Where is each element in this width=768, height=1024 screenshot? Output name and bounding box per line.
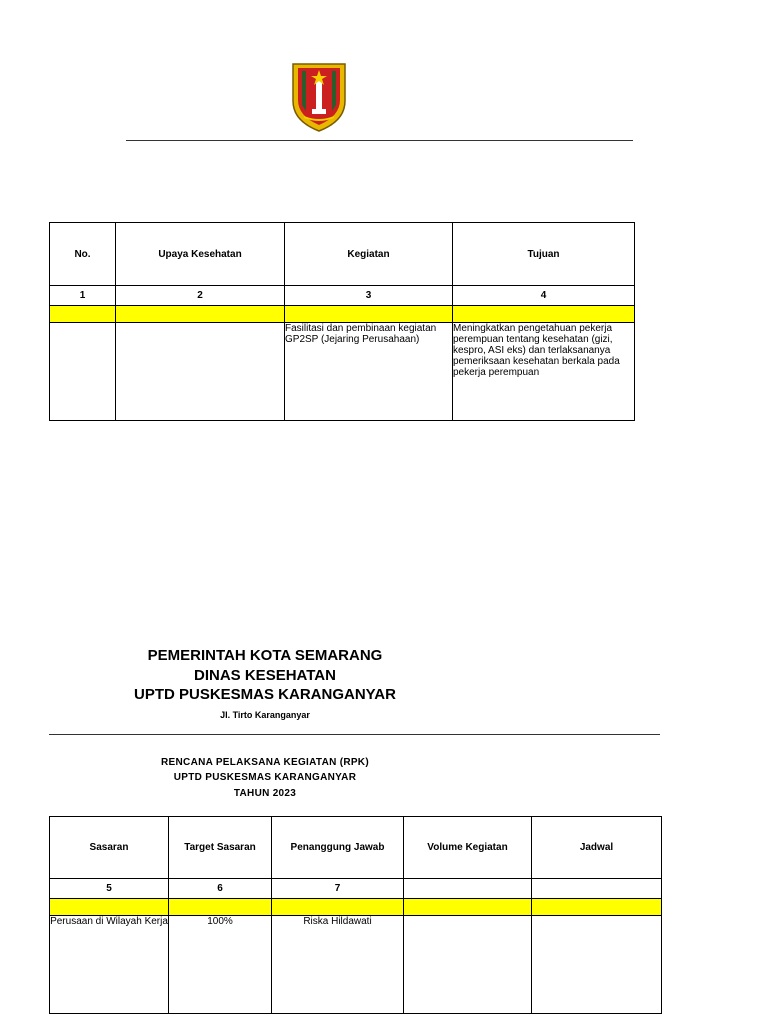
cell-no xyxy=(50,323,116,421)
header-puskesmas: UPTD PUSKESMAS KARANGANYAR xyxy=(134,686,396,703)
header-government: PEMERINTAH KOTA SEMARANG xyxy=(147,647,383,664)
header-penanggung-jawab: Penanggung Jawab xyxy=(272,817,404,879)
page1-activity-table xyxy=(49,222,635,421)
page1-header-divider xyxy=(126,140,633,141)
header-volume-kegiatan: Volume Kegiatan xyxy=(404,817,532,879)
column-number xyxy=(532,879,662,899)
page2-header-divider xyxy=(49,734,660,735)
cell-volume xyxy=(404,916,532,1014)
header-target-sasaran: Target Sasaran xyxy=(169,817,272,879)
cell-kegiatan: Fasilitasi dan pembinaan kegiatan GP2SP (Jejaring Perusahaan) xyxy=(285,323,453,421)
highlight-row xyxy=(50,899,662,916)
column-number: 1 xyxy=(50,286,116,306)
header-jadwal: Jadwal xyxy=(532,817,662,879)
header-address: Jl. Tirto Karanganyar xyxy=(220,710,310,720)
city-crest xyxy=(290,61,348,133)
page2-rpk-table xyxy=(49,816,662,1014)
document-title: RENCANA PELAKSANA KEGIATAN (RPK) xyxy=(161,757,369,768)
header-department: DINAS KESEHATAN xyxy=(194,667,336,684)
header-no: No. xyxy=(50,223,116,286)
column-number: 6 xyxy=(169,879,272,899)
cell-jadwal xyxy=(532,916,662,1014)
document-year: TAHUN 2023 xyxy=(233,788,297,799)
cell-sasaran: Perusaan di Wilayah Kerja xyxy=(50,916,169,1014)
header-sasaran: Sasaran xyxy=(50,817,169,879)
header-upaya-kesehatan: Upaya Kesehatan xyxy=(116,223,285,286)
header-kegiatan: Kegiatan xyxy=(285,223,453,286)
cell-tujuan: Meningkatkan pengetahuan pekerja perempuan tentang kesehatan (gizi, kespro, ASI eks) dan terlaksananya pemeriksaan kesehatan berkala pada pekerja perempuan xyxy=(453,323,635,421)
column-number: 3 xyxy=(285,286,453,306)
cell-upaya xyxy=(116,323,285,421)
header-tujuan: Tujuan xyxy=(453,223,635,286)
document-subtitle: UPTD PUSKESMAS KARANGANYAR xyxy=(173,772,357,783)
cell-target: 100% xyxy=(169,916,272,1014)
column-number: 4 xyxy=(453,286,635,306)
semarang-city-crest-icon xyxy=(290,61,348,133)
column-number xyxy=(404,879,532,899)
column-number: 7 xyxy=(272,879,404,899)
highlight-row xyxy=(50,306,635,323)
column-number: 2 xyxy=(116,286,285,306)
column-number: 5 xyxy=(50,879,169,899)
cell-penanggung-jawab: Riska Hildawati xyxy=(272,916,404,1014)
